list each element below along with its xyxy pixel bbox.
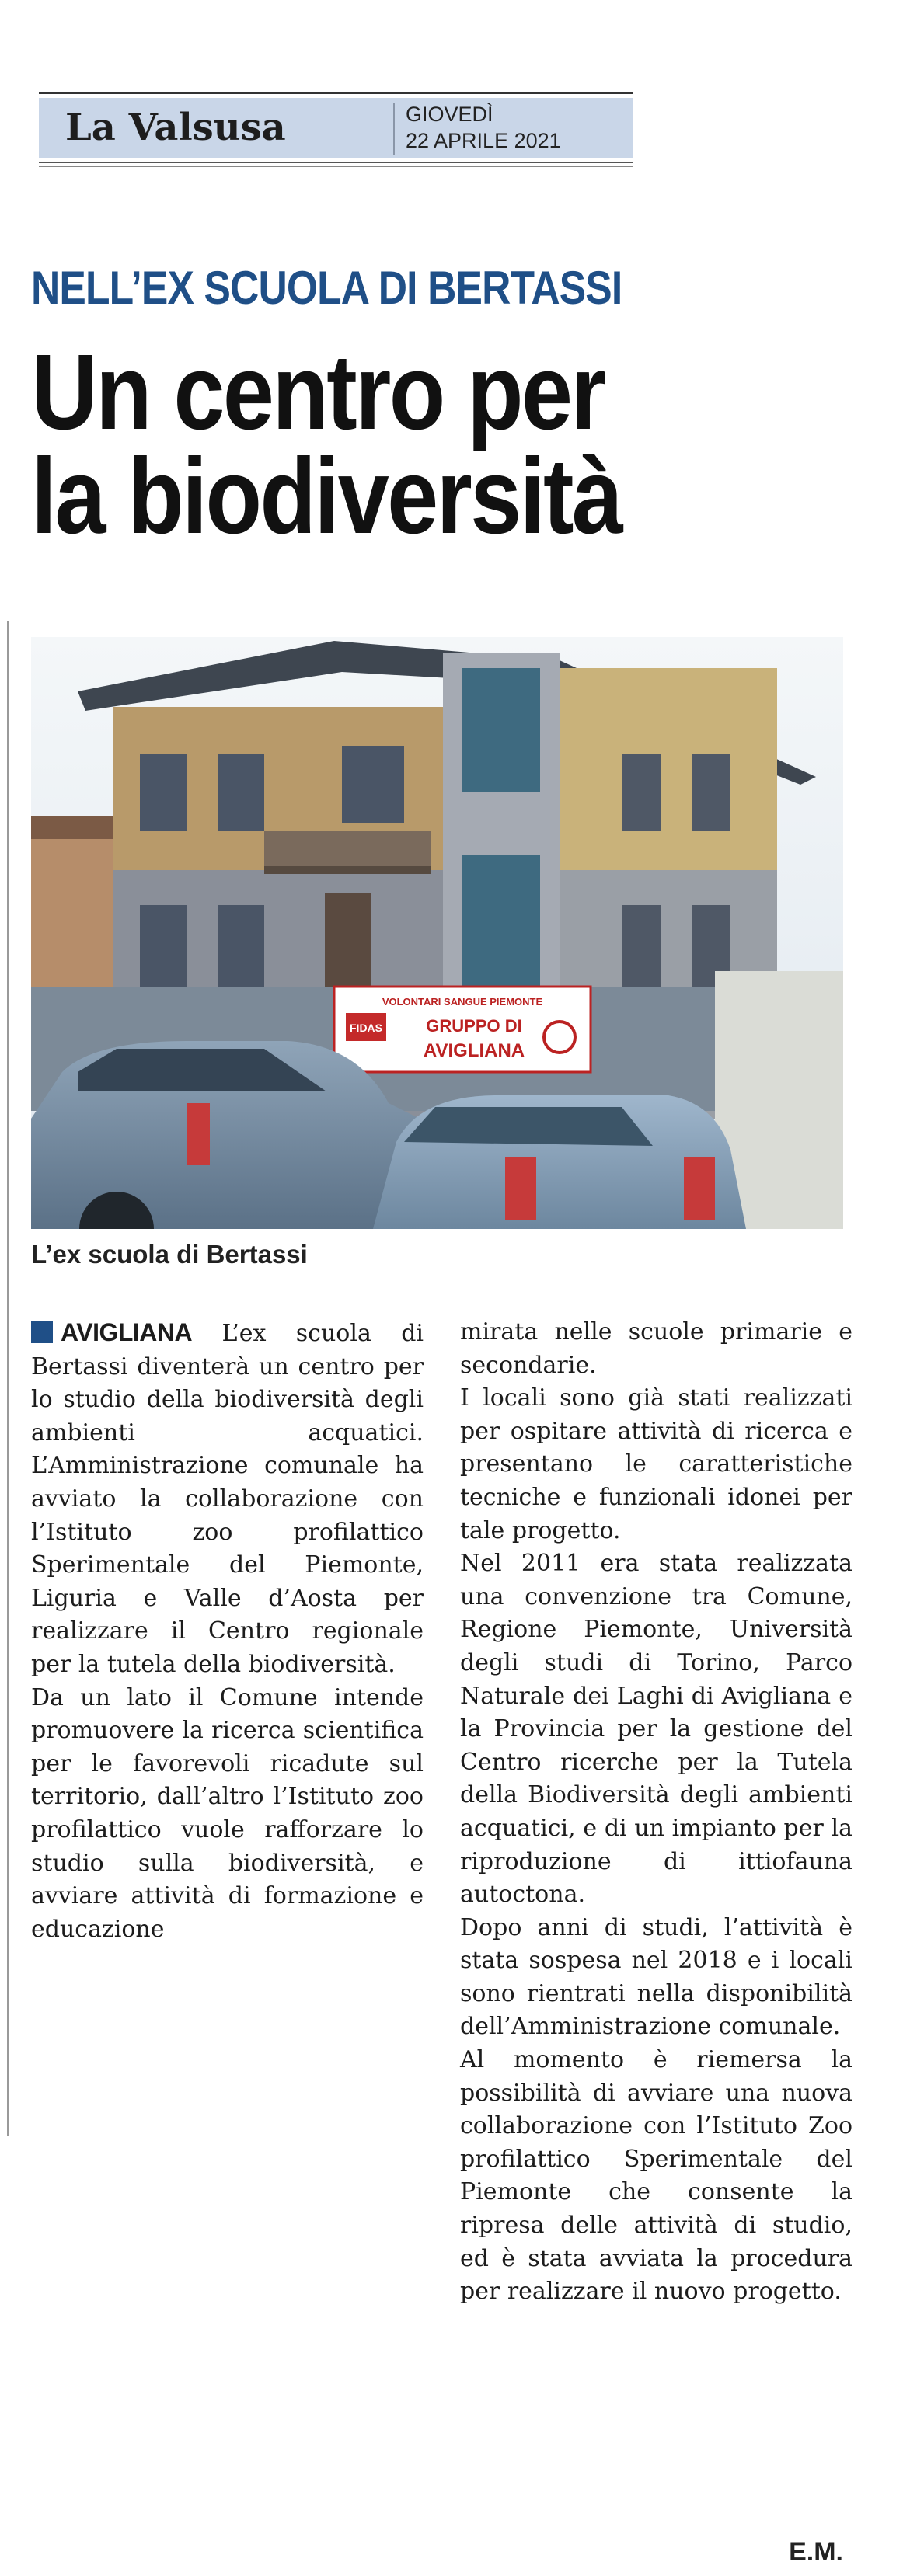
banner-text-line3: AVIGLIANA [423,1040,525,1061]
paragraph: Nel 2011 era stata realizzata una convenzione tra Comune, Regione Piemonte, Università degli studi di Torino, Parco Naturale dei Laghi di Avigliana e la Provincia per la gestione del Centro ricerche per la Tutela della Biodiversità degli ambienti acquatici, e di un impianto per la riproduzione di ittiofauna autoctona. [460,1550,852,1909]
article-kicker: NELL’EX SCUOLA DI BERTASSI [31,262,622,314]
masthead-top-rule [39,92,633,94]
paragraph: Da un lato il Comune intende promuovere la ricerca scientifica per le favorevoli ricadute sul territorio, dall’altro l’Istituto zoo profilattico vuole rafforzare lo studio sulla biodiversità, e avviare attività di formazione e educazione [31,1683,424,1943]
lead-square-icon [31,1321,53,1343]
masthead-bottom-rule-thin [39,166,633,167]
paragraph: I locali sono già stati realizzati per ospitare attività di ricerca e presentano le caratteristiche tecniche e funzionali idonei per tale progetto. [460,1384,852,1544]
article-column-1 [31,1316,424,1946]
photo-caption: L’ex scuola di Bertassi [31,1240,308,1269]
article-column-2 [460,1316,852,2309]
author-signature: E.M. [789,2537,843,2567]
paragraph [31,1316,424,1682]
headline-line-1: Un centro per [31,332,605,452]
masthead-bottom-rule [39,162,633,163]
page-margin-rule [7,621,9,2136]
building-photo-illustration [31,637,843,1229]
article-headline [31,332,779,556]
dateline-place: AVIGLIANA [61,1318,193,1346]
banner-text-line2: GRUPPO DI [426,1016,522,1036]
paragraph: mirata nelle scuole primarie e secondarie. [460,1318,852,1379]
paragraph: Dopo anni di studi, l’attività è stata sospesa nel 2018 e i locali sono rientrati nella disponibilità dell’Amministrazione comunale. [460,1913,852,2041]
banner-badge: FIDAS [350,1022,382,1034]
masthead-separator [393,103,395,155]
publication-date: 22 APRILE 2021 [406,129,561,152]
newspaper-masthead [39,92,633,166]
paragraph-text: L’ex scuola di Bertassi diventerà un centro per lo studio della biodiversità degli ambienti acquatici. L’Amministrazione comunale ha avviato la collaborazione con l’Istituto zoo profilattico Sperimentale del Piemonte, Liguria e Valle d’Aosta per realizzare il Centro regionale per la tutela della biodiversità. [31,1320,424,1678]
publication-day: GIOVEDÌ [406,103,493,126]
newspaper-logo: La Valsusa [65,106,286,149]
paragraph: Al momento è riemersa la possibilità di avviare una nuova collaborazione con l’Istituto Zoo profilattico Sperimentale del Piemonte che consente la ripresa delle attività di studio, ed è stata avviata la procedura per realizzare il nuovo progetto. [460,2046,852,2306]
article-photo [31,637,843,1229]
headline-line-2: la biodiversità [31,437,622,556]
banner-text-line1: VOLONTARI SANGUE PIEMONTE [382,996,543,1008]
